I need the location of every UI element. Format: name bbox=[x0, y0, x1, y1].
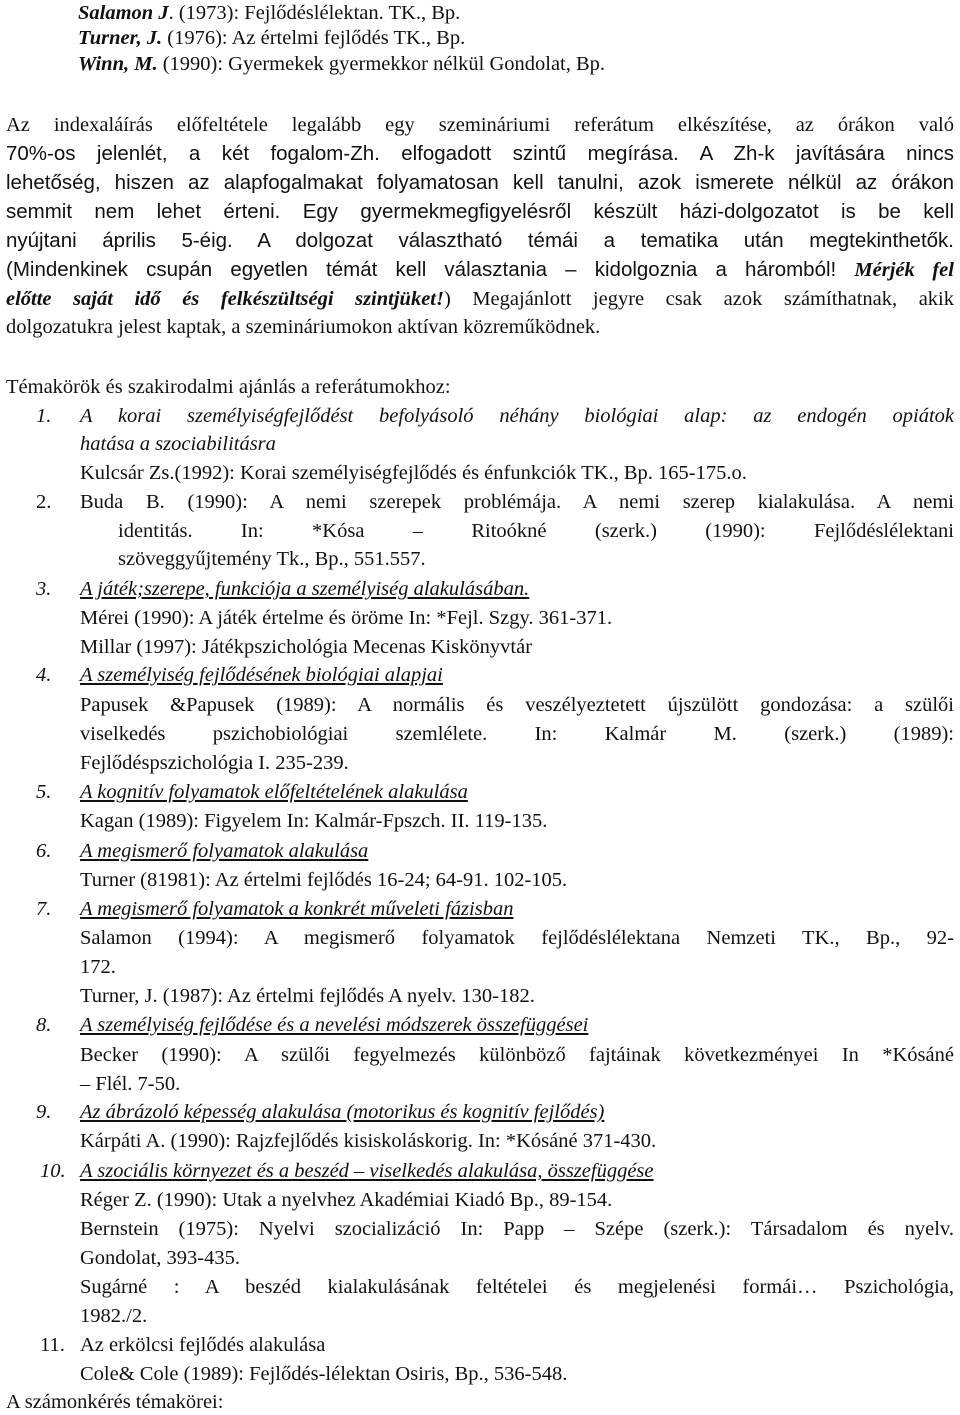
paragraph-text: A Zh-k javítására nincs bbox=[699, 142, 954, 165]
topic-title: A korai személyiségfejlődést befolyásoló néhány biológiai alap: az endogén opiátok bbox=[80, 405, 954, 427]
ref-text: (1990): Gyermekek gyermekkor nélkül Gondolat, Bp. bbox=[157, 53, 606, 75]
reference-salamon bbox=[78, 0, 460, 26]
topic-number: 11. bbox=[40, 1334, 65, 1356]
topic-reference: Turner, J. (1987): Az értelmi fejlődés A nyelv. 130-182. bbox=[80, 985, 535, 1007]
topic-title: A játék;szerepe, funkciója a személyiség alakulásában. bbox=[80, 578, 530, 600]
topic-number: 6. bbox=[36, 840, 52, 862]
ref-author: Salamon J bbox=[78, 2, 169, 24]
topic-reference: szöveggyűjtemény Tk., Bp., 551.557. bbox=[118, 548, 426, 570]
topic-reference: 1982./2. bbox=[80, 1305, 148, 1327]
topic-reference: Kárpáti A. (1990): Rajzfejlődés kisiskoláskorig. In: *Kósáné 371-430. bbox=[80, 1130, 657, 1152]
topic-reference: Papusek &Papusek (1989): A normális és veszélyeztetett újszülött gondozása: a szülői bbox=[80, 694, 954, 716]
paragraph-line bbox=[6, 141, 954, 167]
topic-number: 3. bbox=[36, 578, 52, 600]
paragraph-line: Az indexaláírás előfeltétele legalább egy szemináriumi referátum elkészítése, az órákon való bbox=[6, 114, 954, 136]
paragraph-line bbox=[6, 199, 954, 225]
topic-number: 10. bbox=[40, 1160, 66, 1182]
paragraph-text: Egy gyermekmegfigyelésről készült házi-dolgozatot is be kell bbox=[302, 200, 954, 223]
topic-title: Az erkölcsi fejlődés alakulása bbox=[80, 1334, 326, 1356]
topic-reference: Buda B. (1990): A nemi szerepek problémája. A nemi szerep kialakulása. A nemi bbox=[80, 491, 954, 513]
paragraph-text: (Mindenkinek csupán egyetlen témát kell választania – kidolgoznia a háromból! bbox=[6, 258, 837, 281]
topic-title: A megismerő folyamatok a konkrét műveleti fázisban bbox=[80, 898, 514, 920]
paragraph-line bbox=[6, 257, 954, 283]
topic-reference: Bernstein (1975): Nyelvi szocializáció In: Papp – Szépe (szerk.): Társadalom és nyelv. bbox=[80, 1218, 954, 1240]
topic-reference: Gondolat, 393-435. bbox=[80, 1247, 240, 1269]
ref-text: . (1973): Fejlődéslélektan. TK., Bp. bbox=[168, 2, 461, 24]
topic-title: A kognitív folyamatok előfeltételének alakulása bbox=[80, 781, 468, 803]
topic-number: 9. bbox=[36, 1101, 52, 1123]
topic-number: 5. bbox=[36, 781, 52, 803]
topic-title: A megismerő folyamatok alakulása bbox=[80, 840, 369, 862]
emphasis-text: Mérjék fel bbox=[854, 259, 954, 281]
exam-topics-heading: A számonkérés témakörei: bbox=[6, 1391, 224, 1413]
paragraph-line: nyújtani április 5-éig. A dolgozat választható témái a tematika után megtekinthetők. bbox=[6, 229, 954, 252]
topic-reference: Cole& Cole (1989): Fejlődés-lélektan Osiris, Bp., 536-548. bbox=[80, 1363, 568, 1385]
topic-reference: Turner (81981): Az értelmi fejlődés 16-24; 64-91. 102-105. bbox=[80, 869, 568, 891]
ref-author: Turner, J. bbox=[78, 27, 163, 49]
topic-reference: Becker (1990): A szülői fegyelmezés különböző fajtáinak következményei In *Kósáné bbox=[80, 1044, 954, 1066]
topic-reference: Sugárné : A beszéd kialakulásának feltételei és megjelenési formái… Pszichológia, bbox=[80, 1276, 954, 1298]
topic-title: A személyiség fejlődésének biológiai alapjai bbox=[80, 664, 443, 686]
topic-reference: – Flél. 7-50. bbox=[80, 1073, 181, 1095]
topic-number: 1. bbox=[36, 405, 52, 427]
paragraph-text: 70%-os jelenlét, a két fogalom-Zh. elfogadott szintű megírása. bbox=[6, 142, 679, 165]
topic-title: Az ábrázoló képesség alakulása (motorikus és kognitív fejlődés) bbox=[80, 1101, 605, 1123]
topic-reference: Kagan (1989): Figyelem In: Kalmár-Fpszch. II. 119-135. bbox=[80, 810, 548, 832]
topic-reference: identitás. In: *Kósa – Ritoókné (szerk.) (1990): Fejlődéslélektani bbox=[118, 520, 954, 542]
topic-number: 4. bbox=[36, 664, 52, 686]
topic-reference: viselkedés pszichobiológiai szemlélete. In: Kalmár M. (szerk.) (1989): bbox=[80, 723, 954, 745]
topic-reference: Réger Z. (1990): Utak a nyelvhez Akadémiai Kiadó Bp., 89-154. bbox=[80, 1189, 613, 1211]
ref-author: Winn, M. bbox=[78, 53, 158, 75]
topic-number: 8. bbox=[36, 1014, 52, 1036]
paragraph-text: ) Megajánlott jegyre csak azok számíthatnak, akik bbox=[443, 288, 954, 310]
topic-reference: 172. bbox=[80, 956, 116, 978]
paragraph-text: semmit nem lehet érteni. bbox=[6, 200, 281, 223]
paragraph-line: dolgozatukra jelest kaptak, a szemináriumokon aktívan közreműködnek. bbox=[6, 316, 601, 338]
topic-title: A szociális környezet és a beszéd – viselkedés alakulása, összefüggése bbox=[80, 1160, 654, 1182]
topic-reference: Mérei (1990): A játék értelme és öröme In: *Fejl. Szgy. 361-371. bbox=[80, 607, 613, 629]
topic-number: 7. bbox=[36, 898, 52, 920]
paragraph-line: lehetőség, hiszen az alapfogalmakat folyamatosan kell tanulni, azok ismerete nélkül az órákon bbox=[6, 171, 954, 194]
emphasis-text: előtte saját idő és felkészültségi szintjüket! bbox=[6, 288, 444, 310]
topics-heading: Témakörök és szakirodalmi ajánlás a referátumokhoz: bbox=[6, 376, 451, 398]
reference-winn bbox=[78, 51, 605, 77]
topic-title: hatása a szociabilitásra bbox=[80, 433, 276, 455]
topic-reference: Fejlődéspszichológia I. 235-239. bbox=[80, 752, 349, 774]
reference-turner bbox=[78, 25, 465, 51]
topic-reference: Millar (1997): Játékpszichológia Mecenas Kiskönyvtár bbox=[80, 636, 533, 658]
ref-text: (1976): Az értelmi fejlődés TK., Bp. bbox=[162, 27, 466, 49]
topic-reference: Kulcsár Zs.(1992): Korai személyiségfejlődés és énfunkciók TK., Bp. 165-175.o. bbox=[80, 462, 747, 484]
topic-number: 2. bbox=[36, 491, 52, 513]
topic-title: A személyiség fejlődése és a nevelési módszerek összefüggései bbox=[80, 1014, 589, 1036]
topic-reference: Salamon (1994): A megismerő folyamatok fejlődéslélektana Nemzeti TK., Bp., 92- bbox=[80, 927, 954, 949]
paragraph-line bbox=[6, 286, 954, 312]
